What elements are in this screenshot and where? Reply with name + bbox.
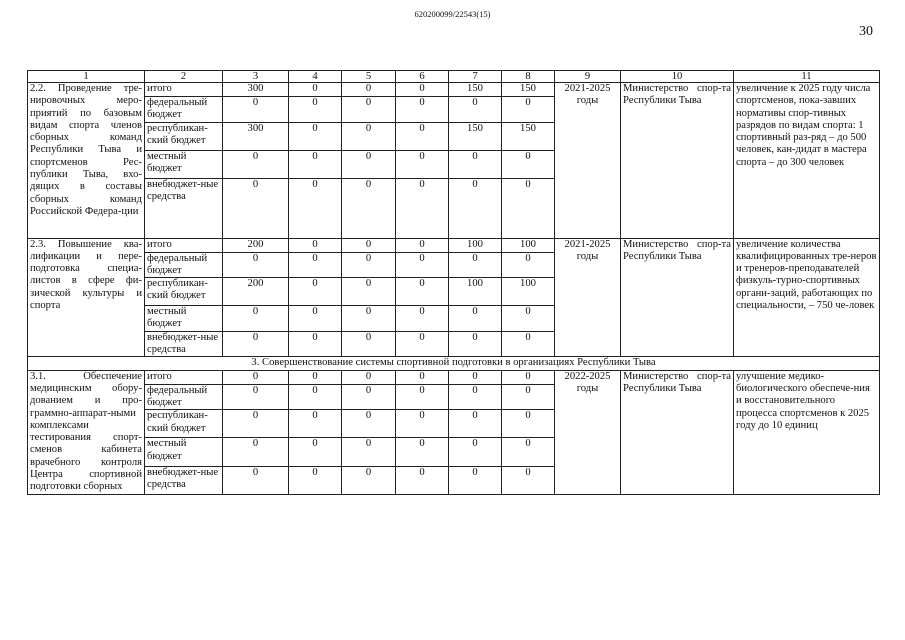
amount-cell: 0 bbox=[342, 252, 396, 278]
amount-cell: 0 bbox=[342, 150, 396, 178]
section-row bbox=[28, 357, 880, 370]
amount-cell: 0 bbox=[289, 466, 342, 494]
amount-cell: 0 bbox=[396, 370, 449, 384]
column-header-1: 1 bbox=[28, 71, 145, 83]
amount-cell: 0 bbox=[289, 122, 342, 150]
amount-cell: 150 bbox=[502, 122, 555, 150]
funding-source: местный бюджет bbox=[145, 150, 223, 178]
amount-cell: 0 bbox=[289, 410, 342, 438]
expected-result: увеличение количества квалифицированных тре-неров и тренеров-преподавателей физкуль-турно-спортивных органи-заций, работающих по специальности, – 750 че-ловек bbox=[734, 238, 880, 357]
amount-cell: 300 bbox=[223, 122, 289, 150]
amount-cell: 0 bbox=[396, 278, 449, 306]
expected-result: улучшение медико-биологического обеспече-ния и восстановительного процесса спортсменов к 2025 году до 10 единиц bbox=[734, 370, 880, 494]
amount-cell: 100 bbox=[449, 238, 502, 252]
table-row bbox=[28, 370, 880, 384]
amount-cell: 0 bbox=[289, 331, 342, 357]
amount-cell: 0 bbox=[449, 370, 502, 384]
page-number: 30 bbox=[859, 24, 873, 39]
amount-cell: 0 bbox=[342, 384, 396, 410]
amount-cell: 0 bbox=[223, 178, 289, 238]
amount-cell: 0 bbox=[502, 252, 555, 278]
column-header-9: 9 bbox=[555, 71, 621, 83]
amount-cell: 0 bbox=[396, 331, 449, 357]
column-header-7: 7 bbox=[449, 71, 502, 83]
amount-cell: 300 bbox=[223, 83, 289, 97]
period: 2021-2025 годы bbox=[555, 238, 621, 357]
amount-cell: 0 bbox=[342, 466, 396, 494]
period: 2021-2025 годы bbox=[555, 83, 621, 239]
amount-cell: 150 bbox=[449, 83, 502, 97]
amount-cell: 0 bbox=[289, 178, 342, 238]
amount-cell: 0 bbox=[342, 410, 396, 438]
amount-cell: 0 bbox=[289, 278, 342, 306]
amount-cell: 0 bbox=[449, 97, 502, 123]
amount-cell: 0 bbox=[396, 97, 449, 123]
amount-cell: 0 bbox=[223, 331, 289, 357]
amount-cell: 0 bbox=[289, 83, 342, 97]
funding-source: итого bbox=[145, 238, 223, 252]
funding-source: внебюджет-ные средства bbox=[145, 466, 223, 494]
funding-source: федеральный бюджет bbox=[145, 384, 223, 410]
funding-source: федеральный бюджет bbox=[145, 252, 223, 278]
amount-cell: 0 bbox=[342, 178, 396, 238]
executor: Министерство спор-та Республики Тыва bbox=[621, 370, 734, 494]
amount-cell: 0 bbox=[223, 466, 289, 494]
funding-source: федеральный бюджет bbox=[145, 97, 223, 123]
amount-cell: 0 bbox=[396, 178, 449, 238]
amount-cell: 0 bbox=[396, 438, 449, 466]
amount-cell: 0 bbox=[449, 150, 502, 178]
amount-cell: 0 bbox=[396, 306, 449, 332]
amount-cell: 0 bbox=[342, 97, 396, 123]
amount-cell: 0 bbox=[223, 150, 289, 178]
executor: Министерство спор-та Республики Тыва bbox=[621, 238, 734, 357]
amount-cell: 0 bbox=[289, 438, 342, 466]
amount-cell: 100 bbox=[502, 278, 555, 306]
amount-cell: 0 bbox=[502, 178, 555, 238]
funding-source: местный бюджет bbox=[145, 306, 223, 332]
column-header-5: 5 bbox=[342, 71, 396, 83]
amount-cell: 0 bbox=[396, 466, 449, 494]
executor: Министерство спор-та Республики Тыва bbox=[621, 83, 734, 239]
amount-cell: 0 bbox=[502, 466, 555, 494]
amount-cell: 0 bbox=[502, 384, 555, 410]
activity-name: 3.1. Обеспечение медицинским обору-дованием и про-граммно-аппарат-ными комплексами тестирования спорт-сменов кабинета врачебного контроля Центра спортивной подготовки сборных bbox=[28, 370, 145, 494]
amount-cell: 0 bbox=[502, 306, 555, 332]
amount-cell: 0 bbox=[289, 384, 342, 410]
activity-name: 2.3. Повышение ква-лификации и пере-подготовка специа-листов в сфере фи-зической культуры и спорта bbox=[28, 238, 145, 357]
amount-cell: 0 bbox=[342, 370, 396, 384]
column-header-3: 3 bbox=[223, 71, 289, 83]
amount-cell: 0 bbox=[502, 370, 555, 384]
amount-cell: 0 bbox=[289, 97, 342, 123]
amount-cell: 100 bbox=[502, 238, 555, 252]
amount-cell: 0 bbox=[289, 238, 342, 252]
amount-cell: 0 bbox=[223, 97, 289, 123]
funding-source: итого bbox=[145, 370, 223, 384]
amount-cell: 0 bbox=[502, 97, 555, 123]
table-row bbox=[28, 83, 880, 97]
amount-cell: 0 bbox=[449, 438, 502, 466]
amount-cell: 0 bbox=[396, 83, 449, 97]
column-header-2: 2 bbox=[145, 71, 223, 83]
amount-cell: 0 bbox=[396, 252, 449, 278]
funding-source: республикан-ский бюджет bbox=[145, 278, 223, 306]
amount-cell: 0 bbox=[449, 466, 502, 494]
amount-cell: 0 bbox=[502, 331, 555, 357]
amount-cell: 0 bbox=[223, 438, 289, 466]
amount-cell: 0 bbox=[396, 384, 449, 410]
funding-source: местный бюджет bbox=[145, 438, 223, 466]
amount-cell: 0 bbox=[223, 252, 289, 278]
amount-cell: 0 bbox=[342, 83, 396, 97]
program-table bbox=[27, 70, 880, 495]
column-header-4: 4 bbox=[289, 71, 342, 83]
column-header-11: 11 bbox=[734, 71, 880, 83]
amount-cell: 150 bbox=[502, 83, 555, 97]
funding-source: республикан-ский бюджет bbox=[145, 122, 223, 150]
amount-cell: 0 bbox=[223, 370, 289, 384]
amount-cell: 0 bbox=[289, 150, 342, 178]
amount-cell: 0 bbox=[449, 252, 502, 278]
amount-cell: 0 bbox=[342, 238, 396, 252]
amount-cell: 0 bbox=[449, 410, 502, 438]
amount-cell: 0 bbox=[396, 150, 449, 178]
amount-cell: 0 bbox=[449, 178, 502, 238]
amount-cell: 200 bbox=[223, 238, 289, 252]
document-id: 620200099/22543(15) bbox=[414, 9, 491, 19]
column-header-8: 8 bbox=[502, 71, 555, 83]
amount-cell: 0 bbox=[223, 384, 289, 410]
header-row bbox=[28, 71, 880, 83]
amount-cell: 0 bbox=[502, 150, 555, 178]
amount-cell: 0 bbox=[342, 278, 396, 306]
amount-cell: 0 bbox=[396, 410, 449, 438]
amount-cell: 0 bbox=[342, 306, 396, 332]
funding-source: внебюджет-ные средства bbox=[145, 178, 223, 238]
amount-cell: 0 bbox=[502, 438, 555, 466]
amount-cell: 0 bbox=[289, 306, 342, 332]
funding-source: республикан-ский бюджет bbox=[145, 410, 223, 438]
amount-cell: 0 bbox=[396, 238, 449, 252]
amount-cell: 0 bbox=[449, 384, 502, 410]
amount-cell: 0 bbox=[502, 410, 555, 438]
expected-result: увеличение к 2025 году числа спортсменов, пока-завших нормативы спор-тивных разрядов по видам спорта: 1 спортивный раз-ряд – до 500 человек, кан-дидат в мастера спорта – до 300 человек bbox=[734, 83, 880, 239]
activity-name: 2.2. Проведение тре-нировочных меро-приятий по базовым видам спорта членов сборных команд Республики Тыва и спортсменов Рес-публики Тыва, вхо-дящих в составы сборных команд Российской Федера-ции bbox=[28, 83, 145, 239]
column-header-10: 10 bbox=[621, 71, 734, 83]
period: 2022-2025 годы bbox=[555, 370, 621, 494]
amount-cell: 0 bbox=[449, 306, 502, 332]
amount-cell: 0 bbox=[223, 410, 289, 438]
amount-cell: 0 bbox=[342, 331, 396, 357]
amount-cell: 0 bbox=[342, 438, 396, 466]
amount-cell: 150 bbox=[449, 122, 502, 150]
section-title: 3. Совершенствование системы спортивной подготовки в организациях Республики Тыва bbox=[28, 357, 880, 370]
amount-cell: 200 bbox=[223, 278, 289, 306]
table-row bbox=[28, 238, 880, 252]
amount-cell: 100 bbox=[449, 278, 502, 306]
amount-cell: 0 bbox=[342, 122, 396, 150]
amount-cell: 0 bbox=[289, 370, 342, 384]
amount-cell: 0 bbox=[449, 331, 502, 357]
funding-source: внебюджет-ные средства bbox=[145, 331, 223, 357]
column-header-6: 6 bbox=[396, 71, 449, 83]
amount-cell: 0 bbox=[223, 306, 289, 332]
amount-cell: 0 bbox=[289, 252, 342, 278]
amount-cell: 0 bbox=[396, 122, 449, 150]
funding-source: итого bbox=[145, 83, 223, 97]
